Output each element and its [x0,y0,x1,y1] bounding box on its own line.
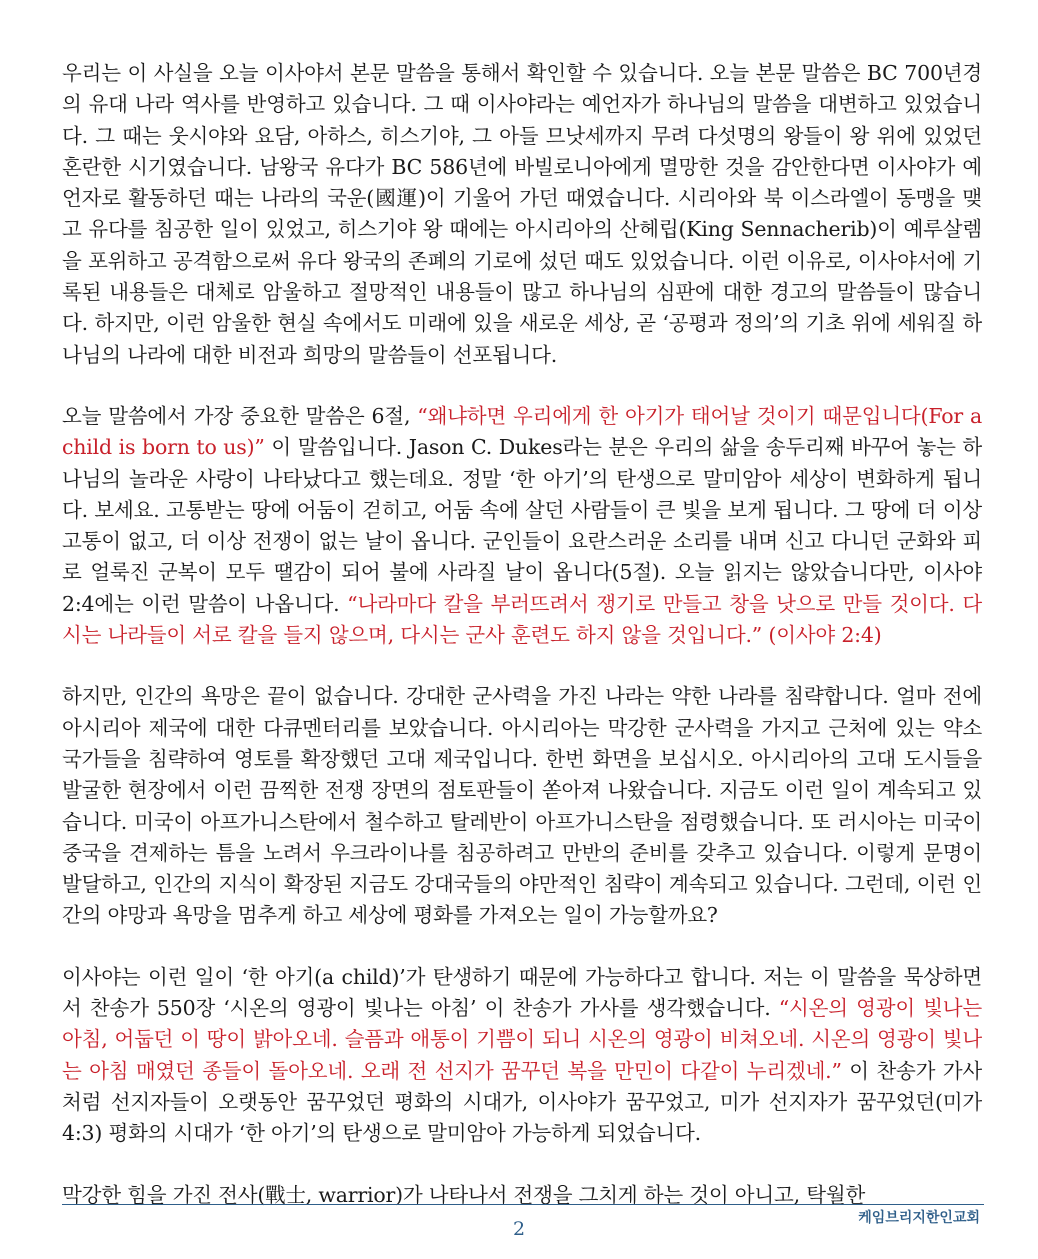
text-segment: 이사야는 이런 일이 ‘한 아기(a child)’가 탄생하기 때문에 가능하다고 합니다. 저는 이 말씀을 묵상하면서 찬송가 550장 ‘시온의 영광이 빛나는 아침’ 이 찬송가 가사를 생각했습니다. [62,964,982,1021]
church-name: 케임브리지한인교회 [858,1210,980,1226]
footer-divider [62,1204,984,1205]
text-segment: 막강한 힘을 가진 전사(戰士, warrior)가 나타나서 전쟁을 그치게 하는 것이 아니고, 탁월한 [62,1182,866,1207]
paragraph-1 [62,58,982,371]
text-segment: 오늘 말씀에서 가장 중요한 말씀은 6절, [62,403,418,428]
scripture-quote: “나라마다 칼을 부러뜨려서 쟁기로 만들고 창을 낫으로 만들 것이다. 다시는 나라들이 서로 칼을 들지 않으며, 다시는 군사 훈련도 하지 않을 것입니다.” (이사야 2:4) [62,591,983,648]
document-body [62,58,982,1241]
text-segment: 우리는 이 사실을 오늘 이사야서 본문 말씀을 통해서 확인할 수 있습니다. 오늘 본문 말씀은 BC 700년경의 유대 나라 역사를 반영하고 있습니다. 그 때 이사야라는 예언자가 하나님의 말씀을 대변하고 있었습니다. 그 때는 웃시야와 요담, 아하스, 히스기야, 그 아들 므낫세까지 무려 다섯명의 왕들이 왕 위에 있었던 혼란한 시기였습니다. 남왕국 유다가 BC 586년에 바빌로니아에게 멸망한 것을 감안한다면 이사야가 예언자로 활동하던 때는 나라의 국운(國運)이 기울어 가던 때였습니다. 시리아와 북 이스라엘이 동맹을 맺고 유다를 침공한 일이 있었고, 히스기야 왕 때에는 아시리아의 산헤립(King Sennacherib)이 예루살렘을 포위하고 공격함으로써 유다 왕국의 존폐의 기로에 섰던 때도 있었습니다. 이런 이유로, 이사야서에 기록된 내용들은 대체로 암울하고 절망적인 내용들이 많고 하나님의 심판에 대한 경고의 말씀들이 많습니다. 하지만, 이런 암울한 현실 속에서도 미래에 있을 새로운 세상, 곧 ‘공평과 정의’의 기초 위에 세워질 하나님의 나라에 대한 비전과 희망의 말씀들이 선포됩니다. [62,61,982,367]
paragraph-4 [62,962,982,1150]
scripture-quote: “왜냐하면 우리에게 한 아기가 태어날 것이기 때문입니다(For a child is born to us)” [62,403,983,460]
paragraph-5 [62,1180,982,1211]
hymn-lyrics-quote: “시온의 영광이 빛나는 아침, 어둡던 이 땅이 밝아오네. 슬픔과 애통이 기쁨이 되니 시온의 영광이 비쳐오네. 시온의 영광이 빛나는 아침 매였던 종들이 돌아오네. 오래 전 선지가 꿈꾸던 복을 만민이 다같이 누리겠네.” [62,996,982,1083]
paragraph-3 [62,681,982,931]
paragraph-2 [62,401,982,651]
text-segment: 이 말씀입니다. Jason C. Dukes라는 분은 우리의 삶을 송두리째 바꾸어 놓는 하나님의 놀라운 사랑이 나타났다고 했는데요. 정말 ‘한 아기’의 탄생으로 말미암아 세상이 변화하게 됩니다. 보세요. 고통받는 땅에 어둠이 걷히고, 어둠 속에 살던 사람들이 큰 빛을 보게 됩니다. 그 땅에 더 이상 고통이 없고, 더 이상 전쟁이 없는 날이 옵니다. 군인들이 요란스러운 소리를 내며 신고 다니던 군화와 피로 얼룩진 군복이 모두 땔감이 되어 불에 사라질 날이 옵니다(5절). 오늘 읽지는 않았습니다만, 이사야 2:4에는 이런 말씀이 나옵니다. [62,435,982,616]
text-segment: 이 찬송가 가사처럼 선지자들이 오랫동안 꿈꾸었던 평화의 시대가, 이사야가 꿈꾸었고, 미가 선지자가 꿈꾸었던(미가 4:3) 평화의 시대가 ‘한 아기’의 탄생으로 말미암아 가능하게 되었습니다. [62,1058,982,1146]
text-segment: 하지만, 인간의 욕망은 끝이 없습니다. 강대한 군사력을 가진 나라는 약한 나라를 침략합니다. 얼마 전에 아시리아 제국에 대한 다큐멘터리를 보았습니다. 아시리아는 막강한 군사력을 가지고 근처에 있는 약소 국가들을 침략하여 영토를 확장했던 고대 제국입니다. 한번 화면을 보십시오. 아시리아의 고대 도시들을 발굴한 현장에서 이런 끔찍한 전쟁 장면의 점토판들이 쏟아져 나왔습니다. 지금도 이런 일이 계속되고 있습니다. 미국이 아프가니스탄에서 철수하고 탈레반이 아프가니스탄을 점령했습니다. 또 러시아는 미국이 중국을 견제하는 틈을 노려서 우크라이나를 침공하려고 만반의 준비를 갖추고 있습니다. 이렇게 문명이 발달하고, 인간의 지식이 확장된 지금도 강대국들의 야만적인 침략이 계속되고 있습니다. 그런데, 이런 인간의 야망과 욕망을 멈추게 하고 세상에 평화를 가져오는 일이 가능할까요? [62,684,982,928]
page-number: 2 [512,1218,526,1240]
